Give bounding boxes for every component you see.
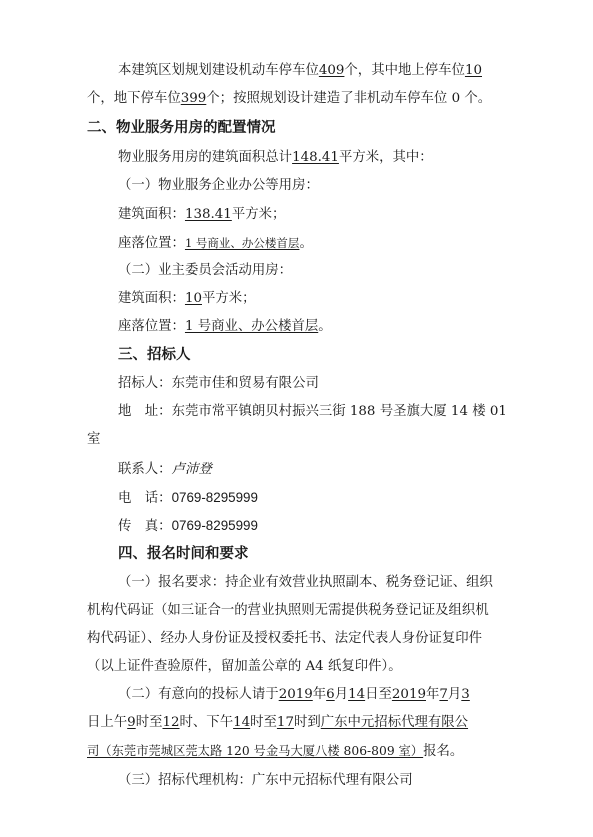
phone-value: 0769-8295999 — [171, 490, 258, 505]
committee-area-value: 10 — [184, 291, 202, 306]
text: 个，其中地上停车位 — [344, 63, 465, 78]
text: 日上午 — [87, 715, 128, 730]
text: 建筑面积： — [118, 207, 185, 222]
start-day: 14 — [348, 687, 366, 702]
office-location-value: 1 号商业、办公楼首层 — [184, 236, 300, 250]
section-heading-4: 四、报名时间和要求 — [118, 546, 249, 562]
text: 月 — [447, 687, 462, 702]
text: 建筑面积： — [118, 291, 185, 306]
parking-below-value: 399 — [180, 91, 207, 106]
text: 个，地下停车位 — [87, 91, 181, 106]
text: 电 话： — [118, 491, 172, 506]
text: 本建筑区划规划建设机动车停车位 — [118, 63, 319, 78]
agency-line — [118, 772, 413, 790]
text: 报名。 — [423, 744, 464, 759]
text: 。 — [299, 236, 313, 251]
req-line-1: （一）报名要求：持企业有效营业执照副本、税务登记证、组织 — [118, 575, 493, 590]
text: 座落位置： — [118, 236, 185, 251]
req-line-4: （以上证件查验原件，留加盖公章的 A4 纸复印件）。 — [87, 659, 402, 674]
text: 。 — [318, 319, 332, 334]
address-line-continued: 室 — [87, 432, 101, 447]
text: （三）招标代理机构： — [118, 773, 252, 788]
contact-line — [118, 461, 212, 479]
parking-line-2 — [87, 90, 491, 108]
address-value: 东莞市常平镇朗贝村振兴三街 188 号圣旗大厦 14 楼 01 — [171, 404, 507, 419]
agency-value: 广东中元招标代理有限公司 — [251, 773, 413, 788]
tenderer-line — [118, 375, 319, 393]
text: 平方米； — [231, 207, 286, 222]
text: 日至 — [365, 687, 392, 702]
end-day: 3 — [461, 687, 470, 702]
section-heading-3: 三、招标人 — [118, 347, 191, 363]
time-value: 14 — [233, 715, 251, 730]
text: 年 — [312, 687, 327, 702]
text: 物业服务用房的建筑面积总计 — [118, 150, 293, 165]
fax-value: 0769-8295999 — [171, 518, 258, 533]
text: 时到 — [293, 715, 321, 730]
text: 年 — [425, 687, 440, 702]
time-value: 9 — [127, 715, 136, 730]
text: 个；按照规划设计建造了非机动车停车位 0 个。 — [206, 91, 492, 106]
service-room-total-line — [118, 149, 433, 167]
text: 时至 — [250, 715, 277, 730]
agency-address-value: 司（东莞市莞城区莞太路 120 号金马大厦八楼 806-809 室） — [87, 744, 424, 758]
subheading-committee: （二）业主委员会活动用房： — [118, 263, 293, 278]
text: 平方米，其中： — [338, 150, 433, 165]
start-month: 6 — [326, 687, 335, 702]
text: 座落位置： — [118, 319, 185, 334]
text: 时、下午 — [179, 715, 234, 730]
subheading-office: （一）物业服务企业办公等用房： — [118, 178, 319, 193]
office-area-line — [118, 206, 285, 224]
office-area-value: 138.41 — [184, 207, 232, 222]
text: 月 — [334, 687, 349, 702]
text: 招标人： — [118, 376, 172, 391]
text: 传 真： — [118, 519, 172, 534]
req-line-3: 构代码证）、经办人身份证及授权委托书、法定代表人身份证复印件 — [87, 631, 483, 646]
tenderer-name-value: 东莞市佳和贸易有限公司 — [171, 376, 319, 391]
office-location-line — [118, 234, 313, 253]
phone-line — [118, 489, 258, 508]
text: 地 址： — [118, 404, 172, 419]
service-room-area-value: 148.41 — [292, 150, 339, 165]
committee-location-value: 1 号商业、办公楼首层 — [184, 319, 319, 334]
section-heading-2: 二、物业服务用房的配置情况 — [87, 120, 276, 136]
committee-location-line — [118, 318, 332, 336]
registration-address-line — [87, 742, 463, 761]
registration-date-line — [118, 686, 470, 704]
agency-name-value: 广东中元招标代理有限公 — [320, 715, 469, 730]
end-year: 2019 — [391, 687, 426, 702]
parking-line-1 — [118, 62, 482, 80]
fax-line — [118, 517, 258, 536]
text: 联系人： — [118, 462, 172, 477]
req-line-2: 机构代码证（如三证合一的营业执照则无需提供税务登记证及组织机 — [87, 603, 489, 618]
text: 平方米； — [202, 291, 256, 306]
committee-area-line — [118, 290, 256, 308]
end-month: 7 — [439, 687, 448, 702]
contact-person-value: 卢沛登 — [171, 462, 212, 477]
parking-total-value: 409 — [318, 63, 345, 78]
time-value: 12 — [162, 715, 180, 730]
text: 时至 — [135, 715, 163, 730]
parking-above-value: 10 — [464, 63, 482, 78]
address-line — [118, 403, 507, 421]
registration-time-line — [87, 714, 468, 732]
text: （二）有意向的投标人请于 — [118, 687, 279, 702]
start-year: 2019 — [278, 687, 313, 702]
time-value: 17 — [276, 715, 294, 730]
